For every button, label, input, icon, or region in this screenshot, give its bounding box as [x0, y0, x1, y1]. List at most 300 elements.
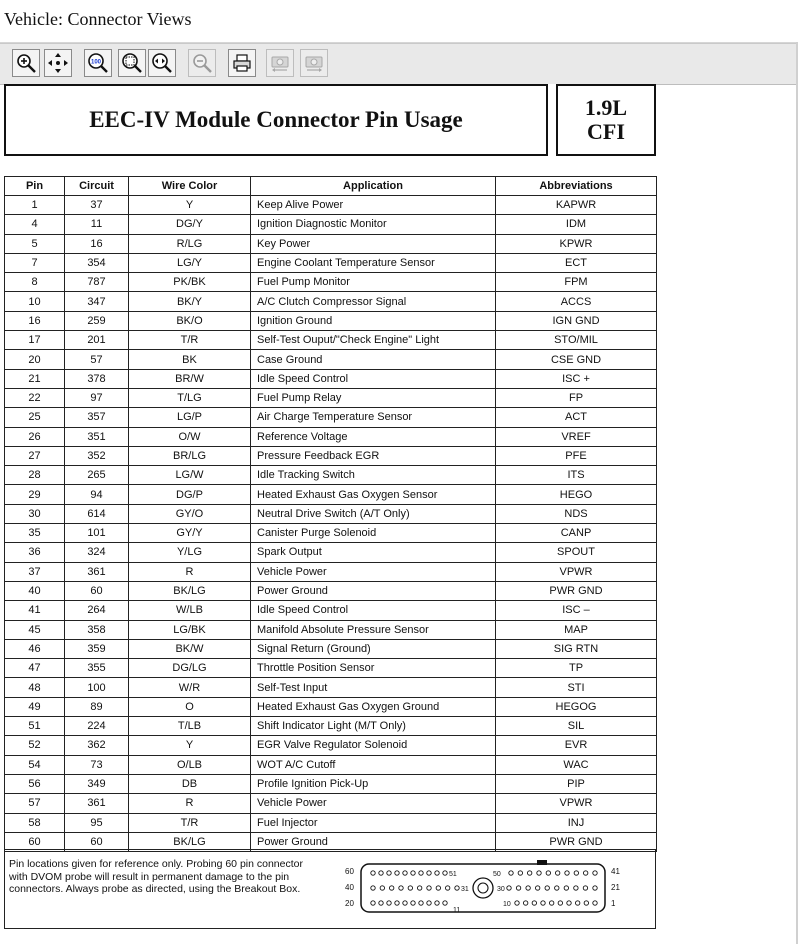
connector-pin	[419, 901, 423, 905]
zoom-100-button[interactable]	[84, 49, 112, 77]
connector-pin	[583, 886, 587, 890]
probe-warning-note: Pin locations given for reference only. Probing 60 pin connector with DVOM probe will result in permanent damage to the pin connectors. Always probe as directed, using the Breakout Box.	[9, 858, 303, 895]
cell-abbreviation: VPWR	[496, 562, 657, 581]
cell-circuit: 358	[65, 620, 129, 639]
header-wire-color: Wire Color	[129, 177, 251, 196]
connector-pin	[518, 871, 522, 875]
table-row	[5, 659, 657, 678]
engine-displacement: 1.9L	[584, 95, 628, 120]
connector-pin	[549, 901, 553, 905]
cell-abbreviation: VPWR	[496, 794, 657, 813]
cell-abbreviation: WAC	[496, 755, 657, 774]
label-pin-30: 30	[497, 886, 505, 893]
zoom-fit-button[interactable]	[118, 49, 146, 77]
cell-application: Case Ground	[251, 350, 496, 369]
cell-abbreviation: CSE GND	[496, 350, 657, 369]
cell-application: Idle Speed Control	[251, 601, 496, 620]
table-row	[5, 774, 657, 793]
connector-pin	[546, 871, 550, 875]
cell-circuit: 265	[65, 466, 129, 485]
cell-wire-color: T/R	[129, 331, 251, 350]
cell-wire-color: W/R	[129, 678, 251, 697]
document-title: EEC-IV Module Connector Pin Usage	[89, 107, 463, 132]
connector-pin-diagram	[341, 860, 631, 918]
cell-abbreviation: SIG RTN	[496, 639, 657, 658]
connector-pin	[558, 901, 562, 905]
label-pin-50: 50	[493, 871, 501, 878]
connector-pin	[443, 871, 447, 875]
document-title-box	[4, 84, 548, 156]
cell-application: Spark Output	[251, 543, 496, 562]
connector-pin	[389, 886, 393, 890]
connector-pin	[411, 871, 415, 875]
cell-abbreviation: PIP	[496, 774, 657, 793]
header-circuit: Circuit	[65, 177, 129, 196]
cell-application: WOT A/C Cutoff	[251, 755, 496, 774]
cell-circuit: 351	[65, 427, 129, 446]
cell-abbreviation: EVR	[496, 736, 657, 755]
connector-pin	[387, 871, 391, 875]
cell-wire-color: DB	[129, 774, 251, 793]
cell-pin: 22	[5, 388, 65, 407]
cell-application: Vehicle Power	[251, 562, 496, 581]
cell-pin: 1	[5, 196, 65, 215]
cell-wire-color: O/W	[129, 427, 251, 446]
printer-icon	[231, 52, 253, 74]
cell-pin: 25	[5, 408, 65, 427]
cell-circuit: 354	[65, 253, 129, 272]
cell-circuit: 16	[65, 234, 129, 253]
cell-application: Neutral Drive Switch (A/T Only)	[251, 504, 496, 523]
cell-pin: 46	[5, 639, 65, 658]
cell-pin: 28	[5, 466, 65, 485]
zoom-width-button[interactable]	[148, 49, 176, 77]
cell-abbreviation: ISC –	[496, 601, 657, 620]
table-body	[5, 196, 657, 852]
cell-application: Manifold Absolute Pressure Sensor	[251, 620, 496, 639]
cell-abbreviation: ECT	[496, 253, 657, 272]
camera-forward-icon	[303, 52, 325, 74]
cell-wire-color: R	[129, 794, 251, 813]
connector-pin	[527, 871, 531, 875]
footer-note-box	[4, 849, 656, 929]
cell-abbreviation: STO/MIL	[496, 331, 657, 350]
cell-abbreviation: PWR GND	[496, 581, 657, 600]
connector-pin	[509, 871, 513, 875]
cell-pin: 58	[5, 813, 65, 832]
table-row	[5, 794, 657, 813]
connector-pin	[526, 886, 530, 890]
cell-application: Self-Test Input	[251, 678, 496, 697]
cell-application: Vehicle Power	[251, 794, 496, 813]
cell-pin: 48	[5, 678, 65, 697]
zoom-out-icon	[191, 52, 213, 74]
cell-pin: 21	[5, 369, 65, 388]
cell-circuit: 355	[65, 659, 129, 678]
zoom-100-icon	[87, 52, 109, 74]
connector-pin	[427, 901, 431, 905]
cell-circuit: 264	[65, 601, 129, 620]
connector-pin	[427, 886, 431, 890]
table-row	[5, 601, 657, 620]
cell-abbreviation: MAP	[496, 620, 657, 639]
table-row	[5, 620, 657, 639]
connector-pin	[593, 871, 597, 875]
cell-wire-color: O/LB	[129, 755, 251, 774]
cell-application: Air Charge Temperature Sensor	[251, 408, 496, 427]
connector-pin	[545, 886, 549, 890]
cell-abbreviation: SPOUT	[496, 543, 657, 562]
cell-pin: 35	[5, 524, 65, 543]
cell-wire-color: LG/Y	[129, 253, 251, 272]
table-row	[5, 581, 657, 600]
connector-pin	[567, 901, 571, 905]
zoom-width-icon	[151, 52, 173, 74]
cell-circuit: 378	[65, 369, 129, 388]
cell-application: Canister Purge Solenoid	[251, 524, 496, 543]
cell-application: Ignition Ground	[251, 311, 496, 330]
cell-pin: 5	[5, 234, 65, 253]
cell-abbreviation: ISC +	[496, 369, 657, 388]
cell-abbreviation: ITS	[496, 466, 657, 485]
cell-pin: 20	[5, 350, 65, 369]
cell-circuit: 787	[65, 273, 129, 292]
cell-circuit: 224	[65, 717, 129, 736]
label-pin-11: 11	[453, 907, 461, 914]
table-row	[5, 273, 657, 292]
connector-pin	[523, 901, 527, 905]
cell-abbreviation: IDM	[496, 215, 657, 234]
cell-circuit: 73	[65, 755, 129, 774]
cell-wire-color: PK/BK	[129, 273, 251, 292]
cell-pin: 30	[5, 504, 65, 523]
label-pin-51: 51	[449, 871, 457, 878]
cell-circuit: 57	[65, 350, 129, 369]
cell-wire-color: LG/BK	[129, 620, 251, 639]
cell-pin: 40	[5, 581, 65, 600]
label-pin-41: 41	[611, 867, 620, 876]
cell-wire-color: BK/W	[129, 639, 251, 658]
connector-pin	[541, 901, 545, 905]
cell-wire-color: BK/Y	[129, 292, 251, 311]
connector-pin	[584, 901, 588, 905]
cell-application: Fuel Pump Relay	[251, 388, 496, 407]
cell-wire-color: BK	[129, 350, 251, 369]
cell-abbreviation: ACCS	[496, 292, 657, 311]
cell-circuit: 37	[65, 196, 129, 215]
previous-view-button[interactable]	[266, 49, 294, 77]
cell-circuit: 97	[65, 388, 129, 407]
zoom-in-button[interactable]	[12, 49, 40, 77]
cell-abbreviation: HEGO	[496, 485, 657, 504]
cell-application: Self-Test Ouput/"Check Engine" Light	[251, 331, 496, 350]
table-row	[5, 215, 657, 234]
connector-pin	[574, 886, 578, 890]
table-row	[5, 311, 657, 330]
connector-pin	[532, 901, 536, 905]
connector-pin	[411, 901, 415, 905]
cell-circuit: 349	[65, 774, 129, 793]
cell-pin: 16	[5, 311, 65, 330]
cell-circuit: 95	[65, 813, 129, 832]
cell-abbreviation: TP	[496, 659, 657, 678]
cell-application: Ignition Diagnostic Monitor	[251, 215, 496, 234]
cell-pin: 56	[5, 774, 65, 793]
table-row	[5, 755, 657, 774]
cell-pin: 52	[5, 736, 65, 755]
svg-text:100: 100	[90, 59, 102, 66]
cell-pin: 7	[5, 253, 65, 272]
connector-pin	[455, 886, 459, 890]
cell-wire-color: R	[129, 562, 251, 581]
label-pin-40: 40	[345, 883, 354, 892]
label-pin-1: 1	[611, 899, 616, 908]
cell-pin: 4	[5, 215, 65, 234]
connector-document	[4, 84, 656, 940]
cell-application: Heated Exhaust Gas Oxygen Sensor	[251, 485, 496, 504]
cell-pin: 57	[5, 794, 65, 813]
cell-abbreviation: FPM	[496, 273, 657, 292]
connector-pin	[555, 886, 559, 890]
cell-circuit: 89	[65, 697, 129, 716]
cell-wire-color: LG/P	[129, 408, 251, 427]
cell-circuit: 361	[65, 562, 129, 581]
connector-pin	[403, 871, 407, 875]
pan-arrows-icon	[47, 52, 69, 74]
header-abbreviations: Abbreviations	[496, 177, 657, 196]
table-row	[5, 813, 657, 832]
label-pin-31: 31	[461, 886, 469, 893]
cell-pin: 36	[5, 543, 65, 562]
header-pin: Pin	[5, 177, 65, 196]
cell-abbreviation: ACT	[496, 408, 657, 427]
table-row	[5, 427, 657, 446]
cell-application: Idle Tracking Switch	[251, 466, 496, 485]
table-row	[5, 678, 657, 697]
cell-pin: 41	[5, 601, 65, 620]
cell-wire-color: O	[129, 697, 251, 716]
cell-circuit: 94	[65, 485, 129, 504]
connector-pin	[395, 871, 399, 875]
connector-pin	[371, 871, 375, 875]
table-row	[5, 717, 657, 736]
cell-circuit: 362	[65, 736, 129, 755]
cell-pin: 45	[5, 620, 65, 639]
cell-abbreviation: INJ	[496, 813, 657, 832]
connector-pin	[593, 886, 597, 890]
table-row	[5, 466, 657, 485]
connector-pin	[380, 886, 384, 890]
connector-pin	[535, 886, 539, 890]
cell-abbreviation: KAPWR	[496, 196, 657, 215]
table-row	[5, 543, 657, 562]
table-row	[5, 331, 657, 350]
cell-application: Reference Voltage	[251, 427, 496, 446]
cell-application: Power Ground	[251, 581, 496, 600]
table-row	[5, 253, 657, 272]
window-title-bar	[0, 0, 798, 43]
cell-application: Engine Coolant Temperature Sensor	[251, 253, 496, 272]
cell-wire-color: DG/LG	[129, 659, 251, 678]
connector-pin	[445, 886, 449, 890]
cell-abbreviation: PWR GND	[496, 832, 657, 851]
cell-wire-color: Y	[129, 196, 251, 215]
cell-abbreviation: PFE	[496, 446, 657, 465]
cell-application: Profile Ignition Pick-Up	[251, 774, 496, 793]
cell-wire-color: LG/W	[129, 466, 251, 485]
connector-pin	[574, 871, 578, 875]
connector-pin	[387, 901, 391, 905]
table-row	[5, 562, 657, 581]
cell-application: Throttle Position Sensor	[251, 659, 496, 678]
table-row	[5, 388, 657, 407]
cell-wire-color: DG/P	[129, 485, 251, 504]
print-button[interactable]	[228, 49, 256, 77]
connector-pin	[419, 871, 423, 875]
cell-circuit: 614	[65, 504, 129, 523]
cell-wire-color: T/R	[129, 813, 251, 832]
cell-wire-color: GY/Y	[129, 524, 251, 543]
connector-pin	[555, 871, 559, 875]
connector-pin	[435, 901, 439, 905]
cell-pin: 29	[5, 485, 65, 504]
table-row	[5, 292, 657, 311]
cell-application: Fuel Pump Monitor	[251, 273, 496, 292]
cell-circuit: 11	[65, 215, 129, 234]
cell-circuit: 101	[65, 524, 129, 543]
engine-label-box	[556, 84, 656, 156]
cell-pin: 27	[5, 446, 65, 465]
cell-wire-color: GY/O	[129, 504, 251, 523]
table-row	[5, 736, 657, 755]
connector-pin	[575, 901, 579, 905]
label-pin-60: 60	[345, 867, 354, 876]
cell-application: A/C Clutch Compressor Signal	[251, 292, 496, 311]
cell-pin: 37	[5, 562, 65, 581]
connector-pin	[435, 871, 439, 875]
cell-wire-color: Y/LG	[129, 543, 251, 562]
cell-application: Power Ground	[251, 832, 496, 851]
connector-pin	[593, 901, 597, 905]
cell-pin: 17	[5, 331, 65, 350]
connector-pin	[537, 871, 541, 875]
cell-abbreviation: KPWR	[496, 234, 657, 253]
cell-pin: 8	[5, 273, 65, 292]
zoom-fit-icon	[121, 52, 143, 74]
cell-pin: 49	[5, 697, 65, 716]
table-row	[5, 350, 657, 369]
zoom-in-icon	[15, 52, 37, 74]
zoom-out-button[interactable]	[188, 49, 216, 77]
connector-pin	[516, 886, 520, 890]
connector-pin	[427, 871, 431, 875]
cell-circuit: 100	[65, 678, 129, 697]
cell-wire-color: T/LG	[129, 388, 251, 407]
connector-pin-dots	[371, 871, 597, 905]
cell-application: Shift Indicator Light (M/T Only)	[251, 717, 496, 736]
connector-pin	[443, 901, 447, 905]
connector-pin	[515, 901, 519, 905]
pin-usage-table	[4, 176, 657, 852]
table-row	[5, 485, 657, 504]
connector-pin	[417, 886, 421, 890]
cell-abbreviation: STI	[496, 678, 657, 697]
table-row	[5, 697, 657, 716]
cell-wire-color: R/LG	[129, 234, 251, 253]
cell-abbreviation: VREF	[496, 427, 657, 446]
cell-circuit: 60	[65, 832, 129, 851]
cell-abbreviation: SIL	[496, 717, 657, 736]
cell-abbreviation: IGN GND	[496, 311, 657, 330]
cell-application: Fuel Injector	[251, 813, 496, 832]
cell-pin: 10	[5, 292, 65, 311]
cell-wire-color: W/LB	[129, 601, 251, 620]
connector-pin	[436, 886, 440, 890]
cell-wire-color: BK/O	[129, 311, 251, 330]
cell-circuit: 352	[65, 446, 129, 465]
cell-pin: 47	[5, 659, 65, 678]
cell-abbreviation: HEGOG	[496, 697, 657, 716]
pan-button[interactable]	[44, 49, 72, 77]
cell-circuit: 361	[65, 794, 129, 813]
connector-pin	[408, 886, 412, 890]
cell-wire-color: BR/LG	[129, 446, 251, 465]
connector-pin	[371, 901, 375, 905]
connector-pin	[565, 871, 569, 875]
cell-circuit: 347	[65, 292, 129, 311]
cell-circuit: 259	[65, 311, 129, 330]
cell-abbreviation: FP	[496, 388, 657, 407]
label-pin-20: 20	[345, 899, 354, 908]
cell-circuit: 357	[65, 408, 129, 427]
window-title: Vehicle: Connector Views	[4, 9, 192, 29]
toolbar	[0, 43, 798, 85]
camera-back-icon	[269, 52, 291, 74]
cell-pin: 26	[5, 427, 65, 446]
cell-application: Signal Return (Ground)	[251, 639, 496, 658]
cell-application: Idle Speed Control	[251, 369, 496, 388]
cell-abbreviation: CANP	[496, 524, 657, 543]
next-view-button[interactable]	[300, 49, 328, 77]
header-application: Application	[251, 177, 496, 196]
connector-pin	[564, 886, 568, 890]
cell-application: Keep Alive Power	[251, 196, 496, 215]
connector-pin	[379, 871, 383, 875]
cell-circuit: 201	[65, 331, 129, 350]
cell-circuit: 60	[65, 581, 129, 600]
cell-application: Heated Exhaust Gas Oxygen Ground	[251, 697, 496, 716]
connector-pin	[395, 901, 399, 905]
cell-abbreviation: NDS	[496, 504, 657, 523]
table-row	[5, 504, 657, 523]
cell-application: Pressure Feedback EGR	[251, 446, 496, 465]
table-row	[5, 446, 657, 465]
cell-wire-color: DG/Y	[129, 215, 251, 234]
table-header-row	[5, 177, 657, 196]
table-row	[5, 639, 657, 658]
cell-wire-color: BR/W	[129, 369, 251, 388]
connector-pin	[379, 901, 383, 905]
cell-pin: 51	[5, 717, 65, 736]
cell-circuit: 359	[65, 639, 129, 658]
cell-pin: 60	[5, 832, 65, 851]
cell-wire-color: BK/LG	[129, 832, 251, 851]
cell-wire-color: T/LB	[129, 717, 251, 736]
table-row	[5, 408, 657, 427]
table-row	[5, 234, 657, 253]
table-row	[5, 369, 657, 388]
table-row	[5, 524, 657, 543]
